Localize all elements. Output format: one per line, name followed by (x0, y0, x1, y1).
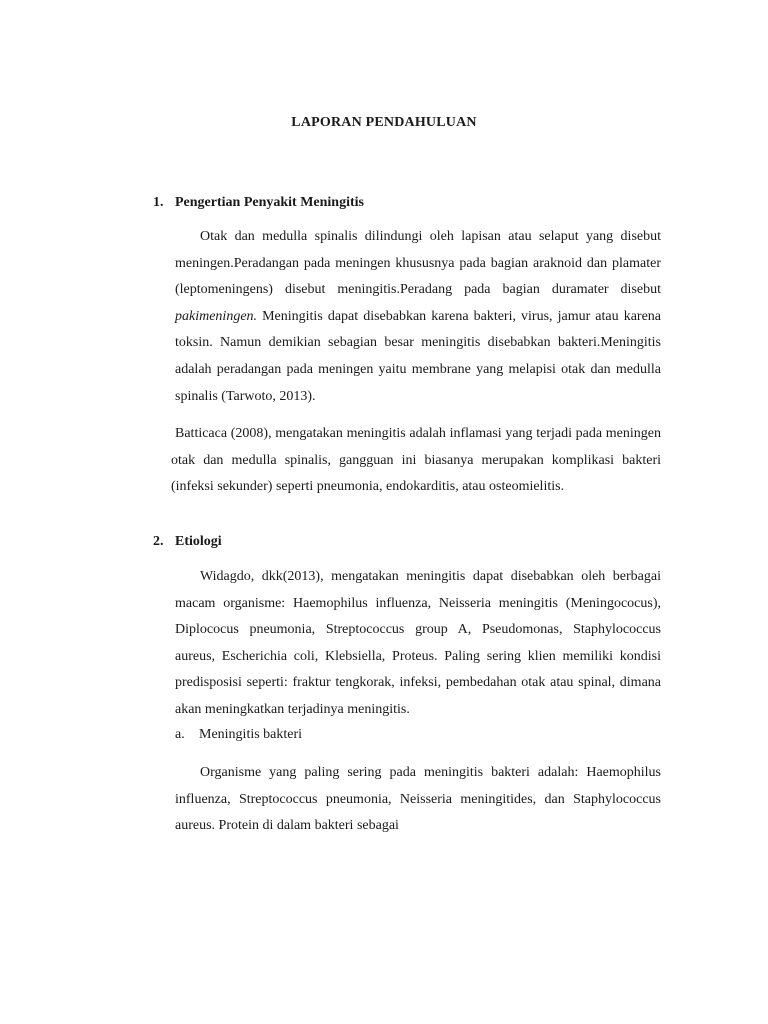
section-2-heading (153, 534, 222, 550)
section-2-number: 2. (153, 534, 164, 549)
section-1-paragraph-1 (175, 224, 661, 410)
subsection-a-heading (175, 727, 302, 743)
section-1-p1-text-b: Meningitis dapat disebabkan karena bakteri, virus, jamur atau karena toksin. Namun demikian sebagian besar meningitis disebabkan bakteri.Meningitis adalah peradangan pada meningen yaitu membrane yang melapisi otak dan medulla spinalis (Tarwoto, 2013). (175, 308, 661, 404)
subsection-a-letter: a. (175, 727, 185, 742)
section-1-p1-italic-term: pakimeningen. (175, 308, 258, 324)
section-1-p1-text-a: Otak dan medulla spinalis dilindungi oleh lapisan atau selaput yang disebut meningen.Peradangan pada meningen khususnya pada bagian araknoid dan plamater (leptomeningens) disebut meningitis.Peradang pada bagian duramater disebut (175, 229, 661, 298)
section-2-title: Etiologi (175, 534, 222, 549)
section-1-number: 1. (153, 195, 164, 210)
section-1-title: Pengertian Penyakit Meningitis (175, 195, 364, 210)
section-1-heading (153, 195, 364, 211)
section-2-paragraph-1: Widagdo, dkk(2013), mengatakan meningitis dapat disebabkan oleh berbagai macam organisme: Haemophilus influenza, Neisseria meningitis (Meningococus), Diplococus pneumonia, Streptococcus group A, Pseudomonas, Staphylococcus aureus, Escherichia coli, Klebsiella, Proteus. Paling sering klien memiliki kondisi predisposisi seperti: fraktur tengkorak, infeksi, pembedahan otak atau spinal, dimana akan meningkatkan terjadinya meningitis. (175, 569, 661, 717)
subsection-a-title: Meningitis bakteri (199, 727, 303, 742)
subsection-a-paragraph-1: Organisme yang paling sering pada meningitis bakteri adalah: Haemophilus influenza, Streptococcus pneumonia, Neisseria meningitides, dan Staphylococcus aureus. Protein di dalam bakteri sebagai (175, 765, 661, 834)
section-1-paragraph-2: Batticaca (2008), mengatakan meningitis adalah inflamasi yang terjadi pada meningen otak dan medulla spinalis, gangguan ini biasanya merupakan komplikasi bakteri (infeksi sekunder) seperti pneumonia, endokarditis, atau osteomielitis. (171, 426, 661, 495)
document-title: LAPORAN PENDAHULUAN (291, 115, 477, 130)
